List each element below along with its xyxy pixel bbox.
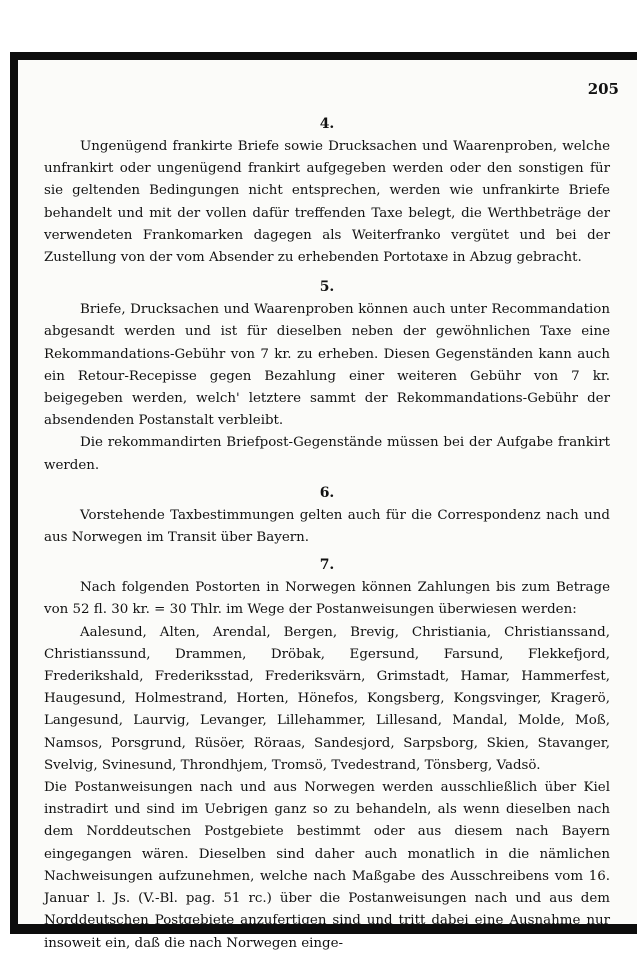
document-page — [18, 60, 637, 951]
section-4-paragraph: Ungenügend frankirte Briefe sowie Drucksachen und Waarenproben, welche unfrankirt oder ungenügend frankirt aufgegeben werden oder den sonstigen für sie geltenden Bedingungen nicht entsprechen, werden wie unfrankirte Briefe behandelt und mit der vollen dafür treffenden Taxe belegt, die Werthbeträge der verwendeten Frankomarken dagegen als Weiterfranko vergütet und bei der Zustellung von der vom Absender zu erhebenden Portotaxe in Abzug gebracht. — [44, 139, 610, 266]
section-heading-4: 4. — [319, 116, 335, 132]
section-6-paragraph: Vorstehende Taxbestimmungen gelten auch für die Correspondenz nach und aus Norwegen im Transit über Bayern. — [44, 507, 610, 546]
scan-border-top — [14, 52, 637, 60]
section-7-paragraph-intro: Nach folgenden Postorten in Norwegen können Zahlungen bis zum Betrage von 52 fl. 30 kr. = 30 Thlr. im Wege der Postanweisungen überwiesen werden: — [44, 580, 610, 618]
top-margin — [0, 0, 637, 58]
page-number: 205 — [587, 80, 619, 98]
section-5-paragraph-1: Briefe, Drucksachen und Waarenproben können auch unter Recommandation abgesandt werden und ist für dieselben neben der gewöhnlichen Taxe eine Rekommandations-Gebühr von 7 kr. zu erheben. Diesen Gegenständen kann auch ein Retour-Recepisse gegen Bezahlung einer weiteren Gebühr von 7 kr. beigegeben werden, welch' letztere sammt der Rekommandations-Gebühr der absendenden Postanstalt verbleibt. — [44, 302, 610, 429]
section-heading-7: 7. — [319, 557, 335, 574]
scan-border-left — [10, 52, 18, 932]
section-5-paragraph-2: Die rekommandirten Briefpost-Gegenstände müssen bei der Aufgabe frankirt werden. — [44, 435, 610, 473]
section-7-paragraph-instructions: Die Postanweisungen nach und aus Norwegen werden ausschließlich über Kiel instradirt und sind im Uebrigen ganz so zu behandeln, als wenn dieselben nach dem Norddeutschen Postgebiete bestimmt oder aus diesem nach Bayern eingegangen wären. Dieselben sind daher auch monatlich in die nämlichen Nachweisungen aufzunehmen, welche nach Maßgabe des Ausschreibens vom 16. Januar l. Js. (V.-Bl. pag. 51 rc.) über die Postanweisungen nach und aus dem Norddeutschen Postgebiete anzufertigen sind und tritt dabei eine Ausnahme nur insoweit ein, daß die nach Norwegen einge- — [44, 780, 610, 951]
section-heading-6: 6. — [319, 484, 335, 501]
section-7-place-list: Aalesund, Alten, Arendal, Bergen, Brevig, Christiania, Christianssand, Christianssund, Drammen, Dröbak, Egersund, Farsund, Flekkefjord, Frederikshald, Frederiksstad, Frederiksvärn, Grimstadt, Hamar, Hammerfest, Haugesund, Holmestrand, Horten, Hönefos, Kongsberg, Kongsvinger, Kragerö, Langesund, Laurvig, Levanger, Lillehammer, Lillesand, Mandal, Molde, Moß, Namsos, Porsgrund, Rüsöer, Röraas, Sandesjord, Sarpsborg, Skien, Stavanger, Svelvig, Svinesund, Throndhjem, Tromsö, Tvedestrand, Tönsberg, Vadsö. — [44, 624, 610, 773]
section-heading-5: 5. — [319, 279, 335, 296]
page-content — [44, 112, 610, 955]
